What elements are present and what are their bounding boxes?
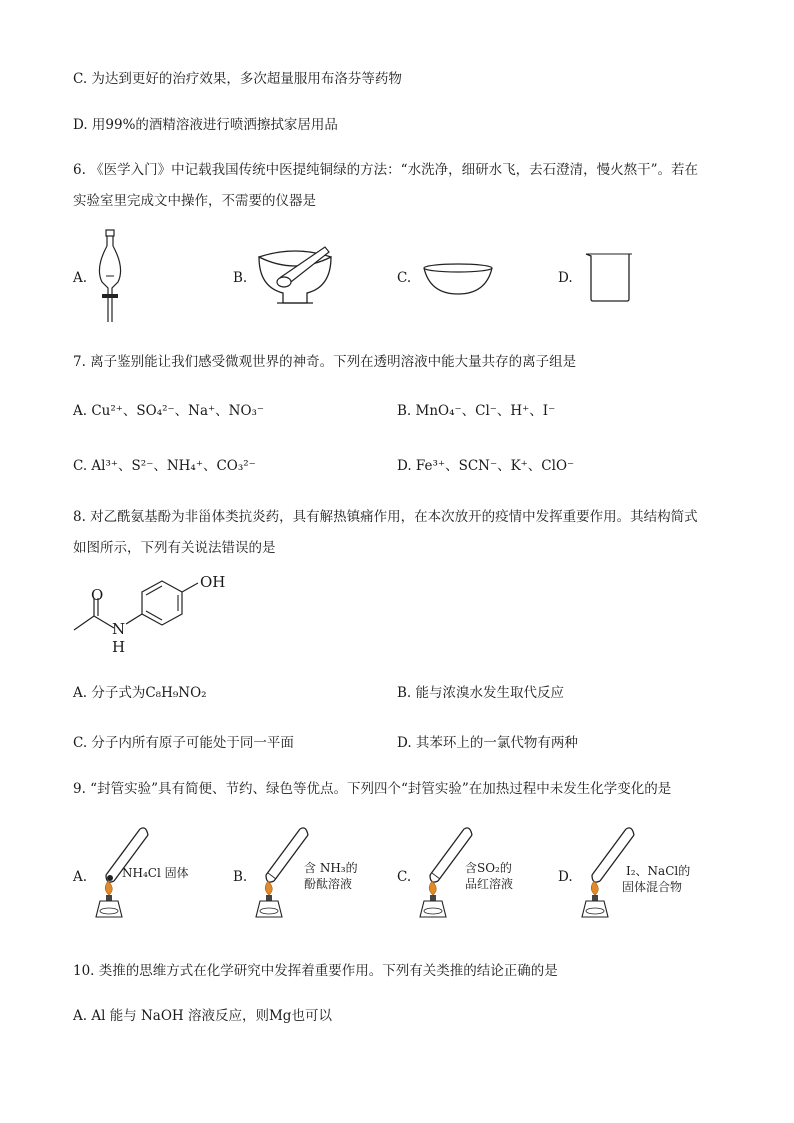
q6-option-d-label: D. [558,270,573,286]
q8-option-c: C. 分子内所有原子可能处于同一平面 [73,735,294,751]
q8-option-d: D. 其苯环上的一氯代物有两种 [397,735,578,751]
q7-option-b: B. MnO₄⁻、Cl⁻、H⁺、I⁻ [397,403,556,419]
q9-option-d-label-line2: 固体混合物 [622,880,683,894]
structure-oh-label: OH [200,573,226,591]
q8-option-a: A. 分子式为C₈H₉NO₂ [73,685,207,701]
q7-stem: 7. 离子鉴别能让我们感受微观世界的神奇。下列在透明溶液中能大量共存的离子组是 [73,354,577,370]
q6-stem-line2: 实验室里完成文中操作，不需要的仪器是 [73,193,316,209]
q9-option-b-label-line2: 酚酞溶液 [304,877,353,891]
q9-option-d-label-line1: I₂、NaCl的 [626,864,691,878]
q8-stem-line1: 8. 对乙酰氨基酚为非甾体类抗炎药，具有解热镇痛作用，在本次放开的疫情中发挥重要作用。其结构简式 [73,509,698,525]
q7-option-c: C. Al³⁺、S²⁻、NH₄⁺、CO₃²⁻ [73,458,256,474]
structure-n-label: N [112,620,126,638]
beaker-icon [584,251,636,303]
q9-option-a-label: NH₄Cl 固体 [122,866,189,880]
sealed-tube-icon [266,828,308,882]
q10-option-a: A. Al 能与 NaOH 溶液反应，则Mg也可以 [73,1008,332,1024]
q6-option-c-label: C. [397,270,412,286]
q6-option-b-label: B. [233,270,248,286]
q9-option-c-label-line1: 含SO₂的 [465,861,512,875]
q5-option-c: C. 为达到更好的治疗效果，多次超量服用布洛芬等药物 [73,71,402,87]
alcohol-lamp-icon [420,881,446,917]
q9-option-d-letter: D. [558,869,573,885]
alcohol-lamp-icon [582,881,608,917]
q9-option-b-letter: B. [233,869,248,885]
q7-option-a: A. Cu²⁺、SO₄²⁻、Na⁺、NO₃⁻ [73,403,265,419]
structure-h-label: H [112,638,126,656]
mortar-and-pestle-icon [255,241,335,309]
alcohol-lamp-icon [96,881,122,917]
q6-stem-line1: 6. 《医学入门》中记载我国传统中医提纯铜绿的方法：“水洗净，细研水飞，去石澄清，慢火熬干”。若在 [73,162,698,178]
evaporating-dish-icon [420,260,496,298]
q9-option-b-label-line1: 含 NH₃的 [304,861,358,875]
q7-option-d: D. Fe³⁺、SCN⁻、K⁺、ClO⁻ [397,458,575,474]
q6-option-a-label: A. [73,270,88,286]
q10-stem: 10. 类推的思维方式在化学研究中发挥着重要作用。下列有关类推的结论正确的是 [73,963,558,979]
q9-option-c-letter: C. [397,869,412,885]
q9-stem: 9. “封管实验”具有简便、节约、绿色等优点。下列四个“封管实验”在加热过程中未发生化学变化的是 [73,781,672,797]
q8-option-b: B. 能与浓溴水发生取代反应 [397,685,565,701]
separatory-funnel-icon [92,228,128,324]
q9-option-a-letter: A. [73,869,88,885]
alcohol-lamp-icon [256,881,282,917]
q5-option-d: D. 用99%的酒精溶液进行喷洒擦拭家居用品 [73,117,338,133]
q9-option-c-label-line2: 品红溶液 [465,877,514,891]
q8-stem-line2: 如图所示，下列有关说法错误的是 [73,540,276,556]
structure-o-label: O [91,586,104,604]
